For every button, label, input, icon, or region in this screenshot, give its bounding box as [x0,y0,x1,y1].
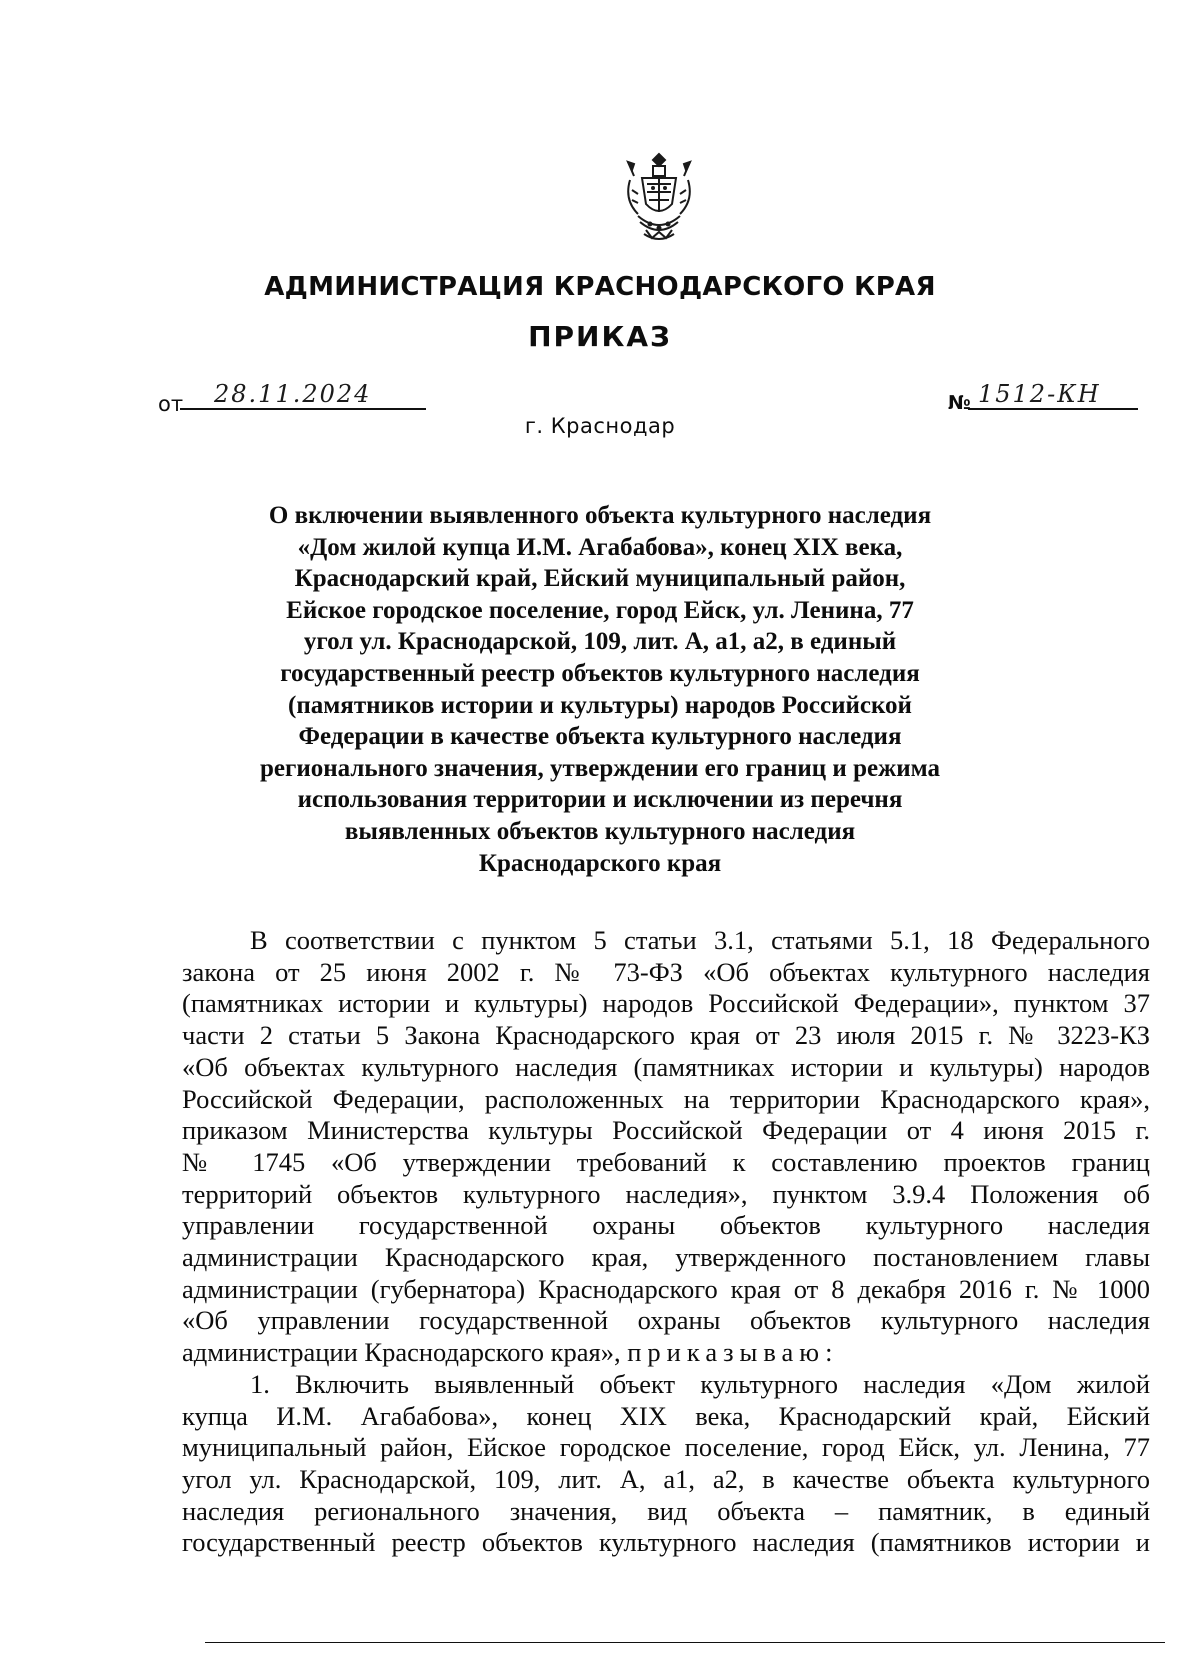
title-line: Краснодарский край, Ейский муниципальный район, [294,565,906,593]
date-underline [180,408,426,410]
date-prefix: от [158,392,184,416]
body-line: В соответствии с пунктом 5 статьи 3.1, статьями 5.1, 18 Федерального [250,925,1150,955]
body-line: закона от 25 июня 2002 г. № 73-ФЗ «Об объектах культурного наследия [182,956,1150,987]
item-line: наследия регионального значения, вид объекта – памятник, в единый [182,1495,1150,1526]
item-line: государственный реестр объектов культурного наследия (памятников истории и [182,1527,1150,1558]
document-title [150,500,1050,879]
order-line [182,1337,1150,1369]
coat-of-arms-icon [620,150,698,246]
number-underline [968,408,1138,410]
order-verb: приказываю [627,1337,826,1368]
date-value: 28.11.2024 [214,380,372,408]
order-line-text: администрации Краснодарского края», [182,1337,628,1368]
title-line: «Дом жилой купца И.М. Агабабова», конец XIX века, [297,533,903,561]
title-line: использования территории и исключении из перечня [297,786,903,814]
body-line: части 2 статьи 5 Закона Краснодарского края от 23 июля 2015 г. № 3223-КЗ [182,1020,1150,1051]
title-line: государственный реестр объектов культурного наследия [280,659,920,687]
item-line: 1. Включить выявленный объект культурного наследия «Дом жилой [250,1368,1150,1399]
body-line: администрации (губернатора) Краснодарского края от 8 декабря 2016 г. № 1000 [182,1273,1150,1304]
title-line: регионального значения, утверждении его границ и режима [260,754,940,782]
body-line: (памятниках истории и культуры) народов Российской Федерации», пунктом 37 [182,988,1150,1019]
title-line: угол ул. Краснодарской, 109, лит. А, а1, а2, в единый [303,628,897,656]
title-line: выявленных объектов культурного наследия [344,817,856,845]
organization-name: АДМИНИСТРАЦИЯ КРАСНОДАРСКОГО КРАЯ [264,272,936,302]
number-value: 1512-КН [978,380,1101,408]
number-prefix: № [948,392,971,414]
title-line: Федерации в качестве объекта культурного наследия [298,723,902,751]
body-line: № 1745 «Об утверждении требований к составлению проектов границ [182,1146,1150,1177]
footer-rule [205,1642,1165,1643]
city: г. Краснодар [524,414,676,438]
body-line: приказом Министерства культуры Российской Федерации от 4 июня 2015 г. [182,1115,1150,1146]
body-line: администрации Краснодарского края, утвержденного постановлением главы [182,1242,1150,1273]
title-line: О включении выявленного объекта культурного наследия [268,502,932,529]
body-line: «Об объектах культурного наследия (памятниках истории и культуры) народов [182,1051,1150,1082]
title-line: Ейское городское поселение, город Ейск, ул. Ленина, 77 [286,596,914,624]
item-line: угол ул. Краснодарской, 109, лит. А, а1, а2, в качестве объекта культурного [182,1463,1150,1494]
body-line: «Об управлении государственной охраны объектов культурного наследия [182,1305,1150,1336]
document-body [182,925,1150,1559]
document-type: ПРИКАЗ [528,320,672,353]
order-line-colon: : [825,1337,833,1368]
body-line: территорий объектов культурного наследия», пунктом 3.9.4 Положения об [182,1178,1150,1209]
body-line: управлении государственной охраны объектов культурного наследия [182,1210,1150,1241]
title-line: (памятников истории и культуры) народов Российской [288,691,912,719]
item-line: муниципальный район, Ейское городское поселение, город Ейск, ул. Ленина, 77 [182,1432,1150,1463]
body-line: Российской Федерации, расположенных на территории Краснодарского края», [182,1083,1150,1114]
title-line: Краснодарского края [478,849,722,877]
item-line: купца И.М. Агабабова», конец XIX века, Краснодарский край, Ейский [182,1400,1150,1431]
